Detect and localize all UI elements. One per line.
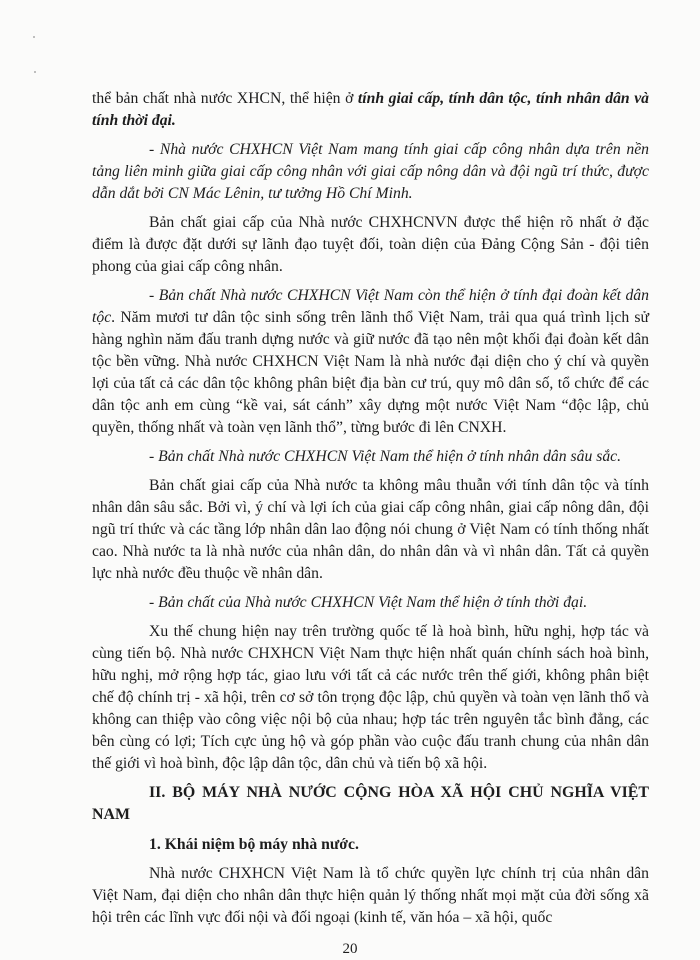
scan-speck [33, 36, 35, 38]
paragraph-era-nature: Xu thế chung hiện nay trên trường quốc tế là hoà bình, hữu nghị, hợp tác và cùng tiến bộ. Nhà nước CHXHCN Việt Nam thực hiện nhất quán chính sách hoà bình, hữu nghị, mở rộng hợp tác, giao lưu với tất cả các nước trên thế giới, không phân biệt chế độ chính trị - xã hội, trên cơ sở tôn trọng độc lập, chủ quyền và toàn vẹn lãnh thổ và không can thiệp vào công việc nội bộ của nhau; hợp tác trên nguyên tắc bình đẳng, các bên cùng có lợi; Tích cực ủng hộ và góp phần vào cuộc đấu tranh chung của nhân dân thế giới vì hoà bình, độc lập dân tộc, dân chủ và tiến bộ xã hội. [92, 623, 649, 772]
text: . Năm mươi tư dân tộc sinh sống trên lãnh thổ Việt Nam, trải qua quá trình lịch sử hàng nghìn năm đấu tranh dựng nước và giữ nước đã tạo nên một khối đại đoàn kết dân tộc bền vững. Nhà nước CHXHCN Việt Nam là nhà nước đại diện cho ý chí và quyền lợi của tất cả các dân tộc không phân biệt địa bàn cư trú, quy mô dân số, tổ chức để các dân tộc anh em cùng “kề vai, sát cánh” xây dựng một nước Việt Nam “độc lập, chủ quyền, thống nhất và toàn vẹn lãnh thổ”, từng bước đi lên CNXH. [92, 309, 649, 436]
emphasis-text: tính giai cấp, tính dân tộc, tính nhân dân và tính thời đại. [92, 90, 650, 129]
paragraph-people-nature: Bản chất giai cấp của Nhà nước ta không mâu thuẫn với tính dân tộc và tính nhân dân sâu sắc. Bởi vì, ý chí và lợi ích của giai cấp công nhân, giai cấp nông dân, đội ngũ trí thức và các tầng lớp nhân dân lao động nói chung ở Việt Nam có tính thống nhất cao. Nhà nước ta là nhà nước của nhân dân, do nhân dân và vì nhân dân. Tất cả quyền lực nhà nước đều thuộc về nhân dân. [92, 477, 649, 582]
document-page [92, 88, 649, 936]
italic-lead: - Bản chất Nhà nước CHXHCN Việt Nam còn thể hiện ở tính đại đoàn kết dân tộc [92, 287, 649, 326]
paragraph-intro [92, 88, 649, 132]
paragraph-era-nature-lead: - Bản chất của Nhà nước CHXHCN Việt Nam thể hiện ở tính thời đại. [149, 594, 588, 611]
scan-speck [34, 71, 36, 73]
paragraph-national-unity [92, 285, 649, 439]
page-number: 20 [342, 941, 358, 957]
text: thể bản chất nhà nước XHCN, thể hiện ở [92, 90, 358, 107]
section-heading: II. BỘ MÁY NHÀ NƯỚC CỘNG HÒA XÃ HỘI CHỦ NGHĨA VIỆT NAM [92, 784, 649, 823]
paragraph-people-nature-lead: - Bản chất Nhà nước CHXHCN Việt Nam thể hiện ở tính nhân dân sâu sắc. [149, 448, 622, 465]
subsection-heading: 1. Khái niệm bộ máy nhà nước. [149, 836, 359, 853]
paragraph-class-nature: - Nhà nước CHXHCN Việt Nam mang tính giai cấp công nhân dựa trên nền tảng liên minh giữa giai cấp công nhân với giai cấp nông dân và đội ngũ trí thức, được dẫn dắt bởi CN Mác Lênin, tư tưởng Hồ Chí Minh. [92, 141, 649, 202]
paragraph-party-leadership: Bản chất giai cấp của Nhà nước CHXHCNVN được thể hiện rõ nhất ở đặc điểm là được đặt dưới sự lãnh đạo tuyệt đối, toàn diện của Đảng Cộng Sản - đội tiên phong của giai cấp công nhân. [92, 214, 649, 275]
paragraph-apparatus-concept: Nhà nước CHXHCN Việt Nam là tổ chức quyền lực chính trị của nhân dân Việt Nam, đại diện cho nhân dân thực hiện quản lý thống nhất mọi mặt của đời sống xã hội trên các lĩnh vực đối nội và đối ngoại (kinh tế, văn hóa – xã hội, quốc [92, 865, 649, 926]
